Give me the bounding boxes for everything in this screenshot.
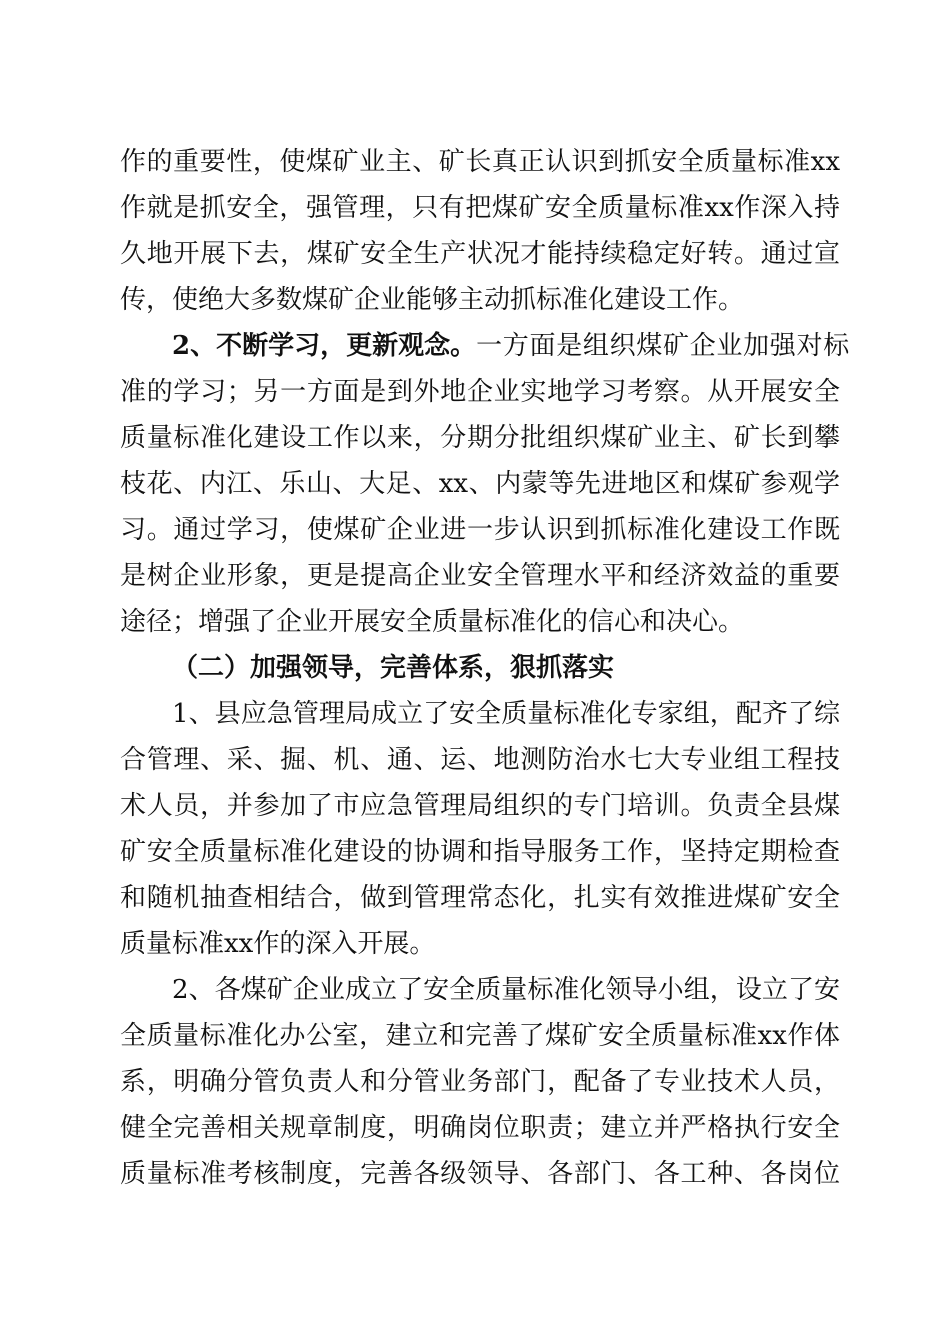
paragraph-line: 全质量标准化办公室，建立和完善了煤矿安全质量标准xx作体: [120, 1021, 840, 1051]
paragraph-line: 质量标准考核制度，完善各级领导、各部门、各工种、各岗位: [120, 1159, 840, 1189]
paragraph-line: 1、县应急管理局成立了安全质量标准化专家组，配齐了综: [172, 699, 840, 729]
paragraph-line: 质量标准xx作的深入开展。: [120, 929, 436, 959]
paragraph-line: 系，明确分管负责人和分管业务部门，配备了专业技术人员，: [120, 1067, 840, 1097]
paragraph-line: 是树企业形象，更是提高企业安全管理水平和经济效益的重要: [120, 561, 840, 591]
inline-heading: 2、不断学习，更新观念。: [172, 331, 477, 361]
paragraph-line: 术人员，并参加了市应急管理局组织的专门培训。负责全县煤: [120, 791, 840, 821]
paragraph-line: 2、各煤矿企业成立了安全质量标准化领导小组，设立了安: [172, 975, 840, 1005]
paragraph-line: 作就是抓安全，强管理，只有把煤矿安全质量标准xx作深入持: [120, 193, 840, 223]
paragraph-line: 质量标准化建设工作以来，分期分批组织煤矿业主、矿长到攀: [120, 423, 840, 453]
paragraph-line: 准的学习；另一方面是到外地企业实地学习考察。从开展安全: [120, 377, 840, 407]
paragraph-text: 一方面是组织煤矿企业加强对标: [476, 331, 850, 361]
paragraph-line: 和随机抽查相结合，做到管理常态化，扎实有效推进煤矿安全: [120, 883, 840, 913]
paragraph-line: 久地开展下去，煤矿安全生产状况才能持续稳定好转。通过宣: [120, 239, 840, 269]
paragraph-line: 传，使绝大多数煤矿企业能够主动抓标准化建设工作。: [120, 285, 745, 315]
paragraph-line: 健全完善相关规章制度，明确岗位职责；建立并严格执行安全: [120, 1113, 840, 1143]
paragraph-line: 途径；增强了企业开展安全质量标准化的信心和决心。: [120, 607, 745, 637]
paragraph-line: 枝花、内江、乐山、大足、xx、内蒙等先进地区和煤矿参观学: [120, 469, 840, 499]
paragraph-line: 矿安全质量标准化建设的协调和指导服务工作，坚持定期检查: [120, 837, 840, 867]
section-heading: （二）加强领导，完善体系，狠抓落实: [172, 653, 615, 683]
paragraph-line: 作的重要性，使煤矿业主、矿长真正认识到抓安全质量标准xx: [120, 147, 840, 177]
paragraph-line-with-heading: [172, 323, 850, 369]
paragraph-line: 习。通过学习，使煤矿企业进一步认识到抓标准化建设工作既: [120, 515, 840, 545]
paragraph-line: 合管理、采、掘、机、通、运、地测防治水七大专业组工程技: [120, 745, 840, 775]
